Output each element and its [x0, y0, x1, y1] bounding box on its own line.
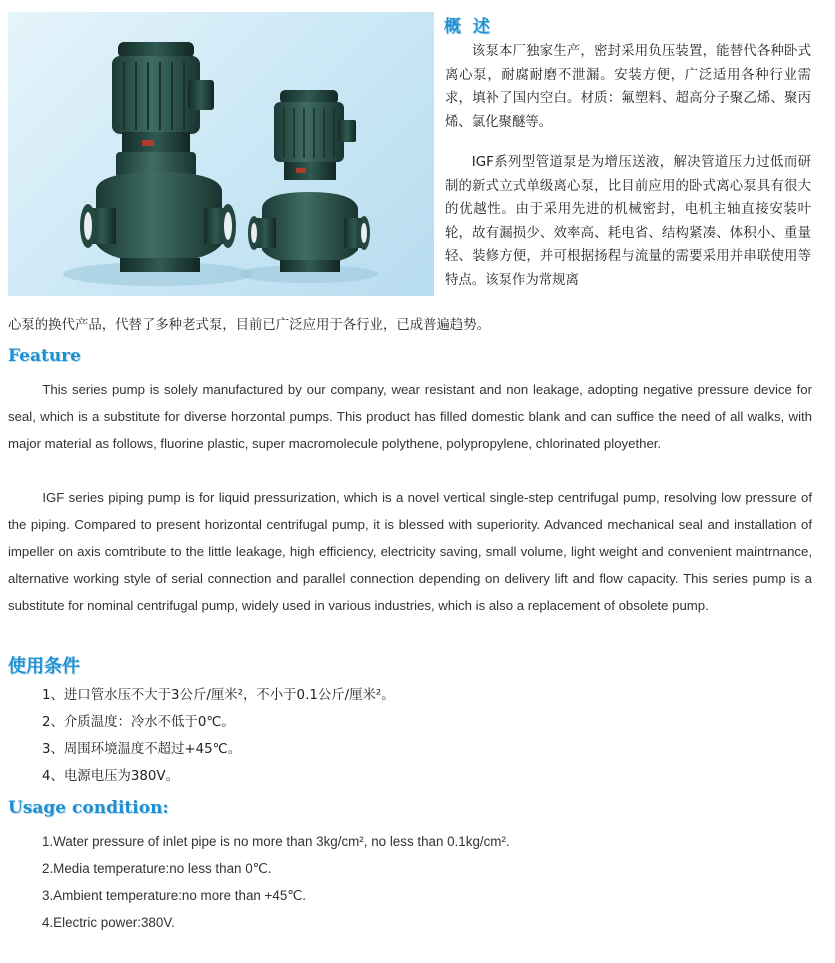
list-item: 4、电源电压为380V。	[42, 769, 179, 784]
pump-illustration	[8, 12, 434, 296]
overview-heading: 概 述	[444, 17, 490, 37]
overview-paragraph-2-continued: 心泵的换代产品，代替了多种老式泵，目前已广泛应用于各行业，已成普遍趋势。	[8, 318, 491, 333]
list-item: 3、周围环境温度不超过+45℃。	[42, 742, 242, 757]
conditions-en-list	[42, 828, 510, 936]
conditions-cn-heading: 使用条件	[8, 656, 80, 677]
feature-paragraph-2: IGF series piping pump is for liquid pressurization, which is a novel vertical single-step centrifugal pump, resolving low pressure of the piping. Compared to present horizontal centrifugal pump, it is blessed with superiority. Advanced mechanical seal and installation of impeller on axis comtribute to the little leakage, high efficiency, electricity saving, small volume, light weight and convenient maintrnance, alternative working style of serial connection and parallel connection depending on delivery lift and flow capacity. This series pump is a substitute for nominal centrifugal pump, widely used in various industries, which is also a replacement of obsolete pump.	[8, 490, 812, 613]
conditions-cn-list	[42, 682, 395, 790]
large-pump	[63, 42, 253, 286]
list-item: 4.Electric power:380V.	[42, 915, 175, 930]
list-item: 1、进口管水压不大于3公斤/厘米²，不小于0.1公斤/厘米²。	[42, 688, 395, 703]
feature-heading: Feature	[8, 346, 81, 366]
product-photo	[8, 12, 434, 296]
conditions-en-heading: Usage condition:	[8, 798, 169, 818]
overview-paragraph-1: 该泵本厂独家生产，密封采用负压装置，能替代各种卧式离心泵，耐腐耐磨不泄漏。安装方便，广泛适用各种行业需求，填补了国内空白。材质：氟塑料、超高分子聚乙烯、聚丙烯、氯化聚醚等。	[445, 44, 811, 130]
feature-paragraph-1: This series pump is solely manufactured by our company, wear resistant and non leakage, adopting negative pressure device for seal, which is a substitute for diverse horzontal pumps. This product has filled domestic blank and can suffice the need of all walks, with major material as follows, fluorine plastic, super macromolecule polythene, polypropylene, chlorinated ployether.	[8, 382, 812, 451]
small-pump	[238, 90, 378, 283]
list-item: 1.Water pressure of inlet pipe is no more than 3kg/cm², no less than 0.1kg/cm².	[42, 834, 510, 849]
list-item: 3.Ambient temperature:no more than +45℃.	[42, 888, 307, 903]
list-item: 2、介质温度：冷水不低于0℃。	[42, 715, 235, 730]
overview-paragraph-2: IGF系列型管道泵是为增压送液，解决管道压力过低而研制的新式立式单级离心泵，比目前应用的卧式离心泵具有很大的优越性。由于采用先进的机械密封，电机主轴直接安装叶轮，故有漏损少、效率高、耗电省、结构紧凑、体积小、重量轻、装修方便，并可根据扬程与流量的需要采用并串联使用等特点。该泵作为常规离	[445, 155, 811, 288]
list-item: 2.Media temperature:no less than 0℃.	[42, 861, 272, 876]
